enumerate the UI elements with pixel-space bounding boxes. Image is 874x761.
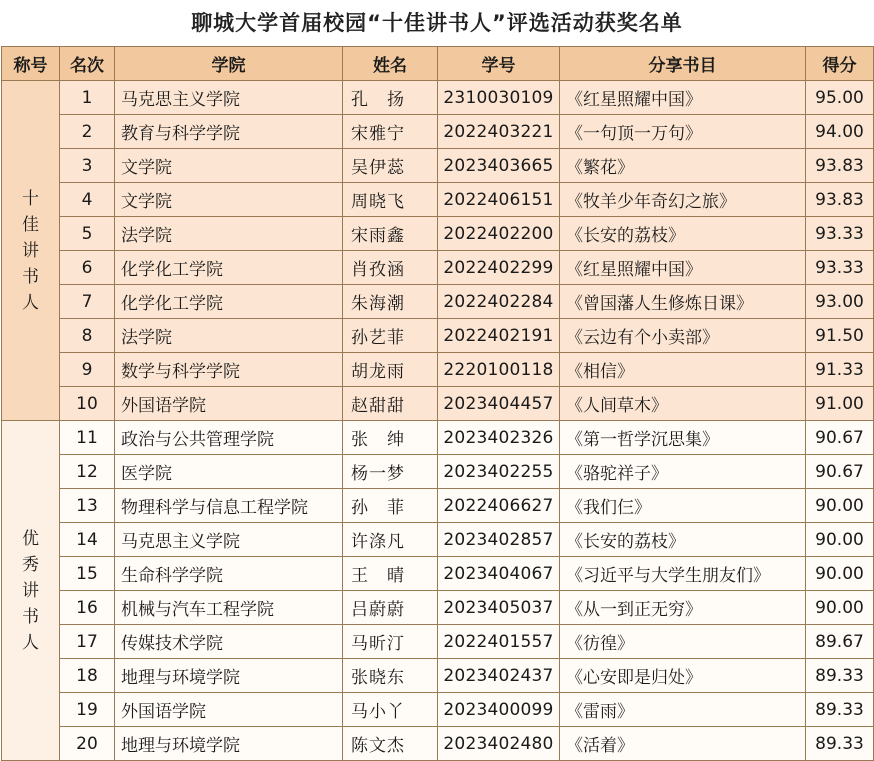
college-cell: 法学院 — [115, 319, 343, 353]
name-cell: 朱海潮 — [343, 285, 438, 319]
name-cell: 宋雨鑫 — [343, 217, 438, 251]
college-cell: 传媒技术学院 — [115, 625, 343, 659]
name-cell: 周晓飞 — [343, 183, 438, 217]
table-row — [2, 319, 874, 353]
table-row — [2, 659, 874, 693]
name-cell: 吕蔚蔚 — [343, 591, 438, 625]
name-cell: 张晓东 — [343, 659, 438, 693]
college-cell: 医学院 — [115, 455, 343, 489]
table-row — [2, 421, 874, 455]
book-cell: 《一句顶一万句》 — [560, 115, 806, 149]
score-cell: 91.50 — [806, 319, 874, 353]
header-student-id: 学号 — [438, 47, 560, 81]
score-cell: 90.00 — [806, 489, 874, 523]
rank-cell: 12 — [60, 455, 115, 489]
page-title: 聊城大学首届校园“十佳讲书人”评选活动获奖名单 — [191, 11, 683, 35]
rank-cell: 9 — [60, 353, 115, 387]
score-cell: 93.83 — [806, 183, 874, 217]
rank-cell: 17 — [60, 625, 115, 659]
table-row — [2, 557, 874, 591]
college-cell: 外国语学院 — [115, 387, 343, 421]
book-cell: 《长安的荔枝》 — [560, 217, 806, 251]
table-row — [2, 183, 874, 217]
book-cell: 《红星照耀中国》 — [560, 81, 806, 115]
header-name: 姓名 — [343, 47, 438, 81]
score-cell: 89.33 — [806, 659, 874, 693]
score-cell: 93.33 — [806, 251, 874, 285]
score-cell: 93.00 — [806, 285, 874, 319]
book-cell: 《习近平与大学生朋友们》 — [560, 557, 806, 591]
book-cell: 《红星照耀中国》 — [560, 251, 806, 285]
college-cell: 文学院 — [115, 183, 343, 217]
score-cell: 93.33 — [806, 217, 874, 251]
college-cell: 地理与环境学院 — [115, 727, 343, 761]
rank-cell: 2 — [60, 115, 115, 149]
name-cell: 胡龙雨 — [343, 353, 438, 387]
book-cell: 《人间草木》 — [560, 387, 806, 421]
student-id-cell: 2022406627 — [438, 489, 560, 523]
student-id-cell: 2023402437 — [438, 659, 560, 693]
score-cell: 89.33 — [806, 693, 874, 727]
table-row — [2, 217, 874, 251]
table-row — [2, 625, 874, 659]
student-id-cell: 2023402255 — [438, 455, 560, 489]
score-cell: 95.00 — [806, 81, 874, 115]
rank-cell: 3 — [60, 149, 115, 183]
book-cell: 《长安的荔枝》 — [560, 523, 806, 557]
group-label: 十佳讲书人 — [2, 81, 60, 421]
student-id-cell: 2220100118 — [438, 353, 560, 387]
student-id-cell: 2022401557 — [438, 625, 560, 659]
rank-cell: 14 — [60, 523, 115, 557]
rank-cell: 4 — [60, 183, 115, 217]
name-cell: 宋雅宁 — [343, 115, 438, 149]
table-row — [2, 251, 874, 285]
book-cell: 《云边有个小卖部》 — [560, 319, 806, 353]
name-cell: 吴伊蕊 — [343, 149, 438, 183]
book-cell: 《牧羊少年奇幻之旅》 — [560, 183, 806, 217]
table-row — [2, 387, 874, 421]
score-cell: 89.67 — [806, 625, 874, 659]
header-row — [2, 47, 874, 81]
student-id-cell: 2023404067 — [438, 557, 560, 591]
rank-cell: 18 — [60, 659, 115, 693]
student-id-cell: 2023403665 — [438, 149, 560, 183]
rank-cell: 13 — [60, 489, 115, 523]
table-row — [2, 455, 874, 489]
header-college: 学院 — [115, 47, 343, 81]
score-cell: 90.00 — [806, 557, 874, 591]
college-cell: 马克思主义学院 — [115, 523, 343, 557]
student-id-cell: 2022402200 — [438, 217, 560, 251]
table-row — [2, 81, 874, 115]
rank-cell: 8 — [60, 319, 115, 353]
book-cell: 《活着》 — [560, 727, 806, 761]
student-id-cell: 2022406151 — [438, 183, 560, 217]
name-cell: 孔 扬 — [343, 81, 438, 115]
table-row — [2, 115, 874, 149]
book-cell: 《从一到正无穷》 — [560, 591, 806, 625]
college-cell: 政治与公共管理学院 — [115, 421, 343, 455]
name-cell: 陈文杰 — [343, 727, 438, 761]
student-id-cell: 2022402284 — [438, 285, 560, 319]
award-table — [1, 46, 874, 761]
college-cell: 外国语学院 — [115, 693, 343, 727]
name-cell: 马小丫 — [343, 693, 438, 727]
header-book: 分享书目 — [560, 47, 806, 81]
name-cell: 张 绅 — [343, 421, 438, 455]
rank-cell: 15 — [60, 557, 115, 591]
table-row — [2, 489, 874, 523]
book-cell: 《相信》 — [560, 353, 806, 387]
header-title: 称号 — [2, 47, 60, 81]
score-cell: 90.67 — [806, 421, 874, 455]
table-row — [2, 523, 874, 557]
name-cell: 杨一梦 — [343, 455, 438, 489]
college-cell: 数学与科学学院 — [115, 353, 343, 387]
student-id-cell: 2023404457 — [438, 387, 560, 421]
group-label: 优秀讲书人 — [2, 421, 60, 761]
name-cell: 孙艺菲 — [343, 319, 438, 353]
table-row — [2, 693, 874, 727]
name-cell: 孙 菲 — [343, 489, 438, 523]
college-cell: 法学院 — [115, 217, 343, 251]
student-id-cell: 2023402857 — [438, 523, 560, 557]
student-id-cell: 2022403221 — [438, 115, 560, 149]
book-cell: 《我们仨》 — [560, 489, 806, 523]
table-body — [2, 81, 874, 761]
college-cell: 化学化工学院 — [115, 251, 343, 285]
header-score: 得分 — [806, 47, 874, 81]
score-cell: 93.83 — [806, 149, 874, 183]
book-cell: 《繁花》 — [560, 149, 806, 183]
name-cell: 肖孜涵 — [343, 251, 438, 285]
student-id-cell: 2023400099 — [438, 693, 560, 727]
student-id-cell: 2022402191 — [438, 319, 560, 353]
rank-cell: 20 — [60, 727, 115, 761]
college-cell: 文学院 — [115, 149, 343, 183]
rank-cell: 6 — [60, 251, 115, 285]
name-cell: 王 晴 — [343, 557, 438, 591]
book-cell: 《雷雨》 — [560, 693, 806, 727]
student-id-cell: 2023402480 — [438, 727, 560, 761]
rank-cell: 16 — [60, 591, 115, 625]
book-cell: 《曾国藩人生修炼日课》 — [560, 285, 806, 319]
score-cell: 91.00 — [806, 387, 874, 421]
score-cell: 90.67 — [806, 455, 874, 489]
book-cell: 《彷徨》 — [560, 625, 806, 659]
college-cell: 马克思主义学院 — [115, 81, 343, 115]
college-cell: 生命科学学院 — [115, 557, 343, 591]
table-row — [2, 353, 874, 387]
college-cell: 化学化工学院 — [115, 285, 343, 319]
rank-cell: 10 — [60, 387, 115, 421]
rank-cell: 11 — [60, 421, 115, 455]
rank-cell: 5 — [60, 217, 115, 251]
table-row — [2, 591, 874, 625]
name-cell: 许涤凡 — [343, 523, 438, 557]
rank-cell: 19 — [60, 693, 115, 727]
score-cell: 89.33 — [806, 727, 874, 761]
student-id-cell: 2310030109 — [438, 81, 560, 115]
college-cell: 地理与环境学院 — [115, 659, 343, 693]
score-cell: 94.00 — [806, 115, 874, 149]
rank-cell: 7 — [60, 285, 115, 319]
table-row — [2, 149, 874, 183]
book-cell: 《骆驼祥子》 — [560, 455, 806, 489]
score-cell: 91.33 — [806, 353, 874, 387]
score-cell: 90.00 — [806, 591, 874, 625]
student-id-cell: 2023405037 — [438, 591, 560, 625]
header-rank: 名次 — [60, 47, 115, 81]
college-cell: 物理科学与信息工程学院 — [115, 489, 343, 523]
book-cell: 《心安即是归处》 — [560, 659, 806, 693]
college-cell: 机械与汽车工程学院 — [115, 591, 343, 625]
student-id-cell: 2023402326 — [438, 421, 560, 455]
name-cell: 赵甜甜 — [343, 387, 438, 421]
table-row — [2, 285, 874, 319]
book-cell: 《第一哲学沉思集》 — [560, 421, 806, 455]
rank-cell: 1 — [60, 81, 115, 115]
student-id-cell: 2022402299 — [438, 251, 560, 285]
score-cell: 90.00 — [806, 523, 874, 557]
table-row — [2, 727, 874, 761]
name-cell: 马昕汀 — [343, 625, 438, 659]
college-cell: 教育与科学学院 — [115, 115, 343, 149]
